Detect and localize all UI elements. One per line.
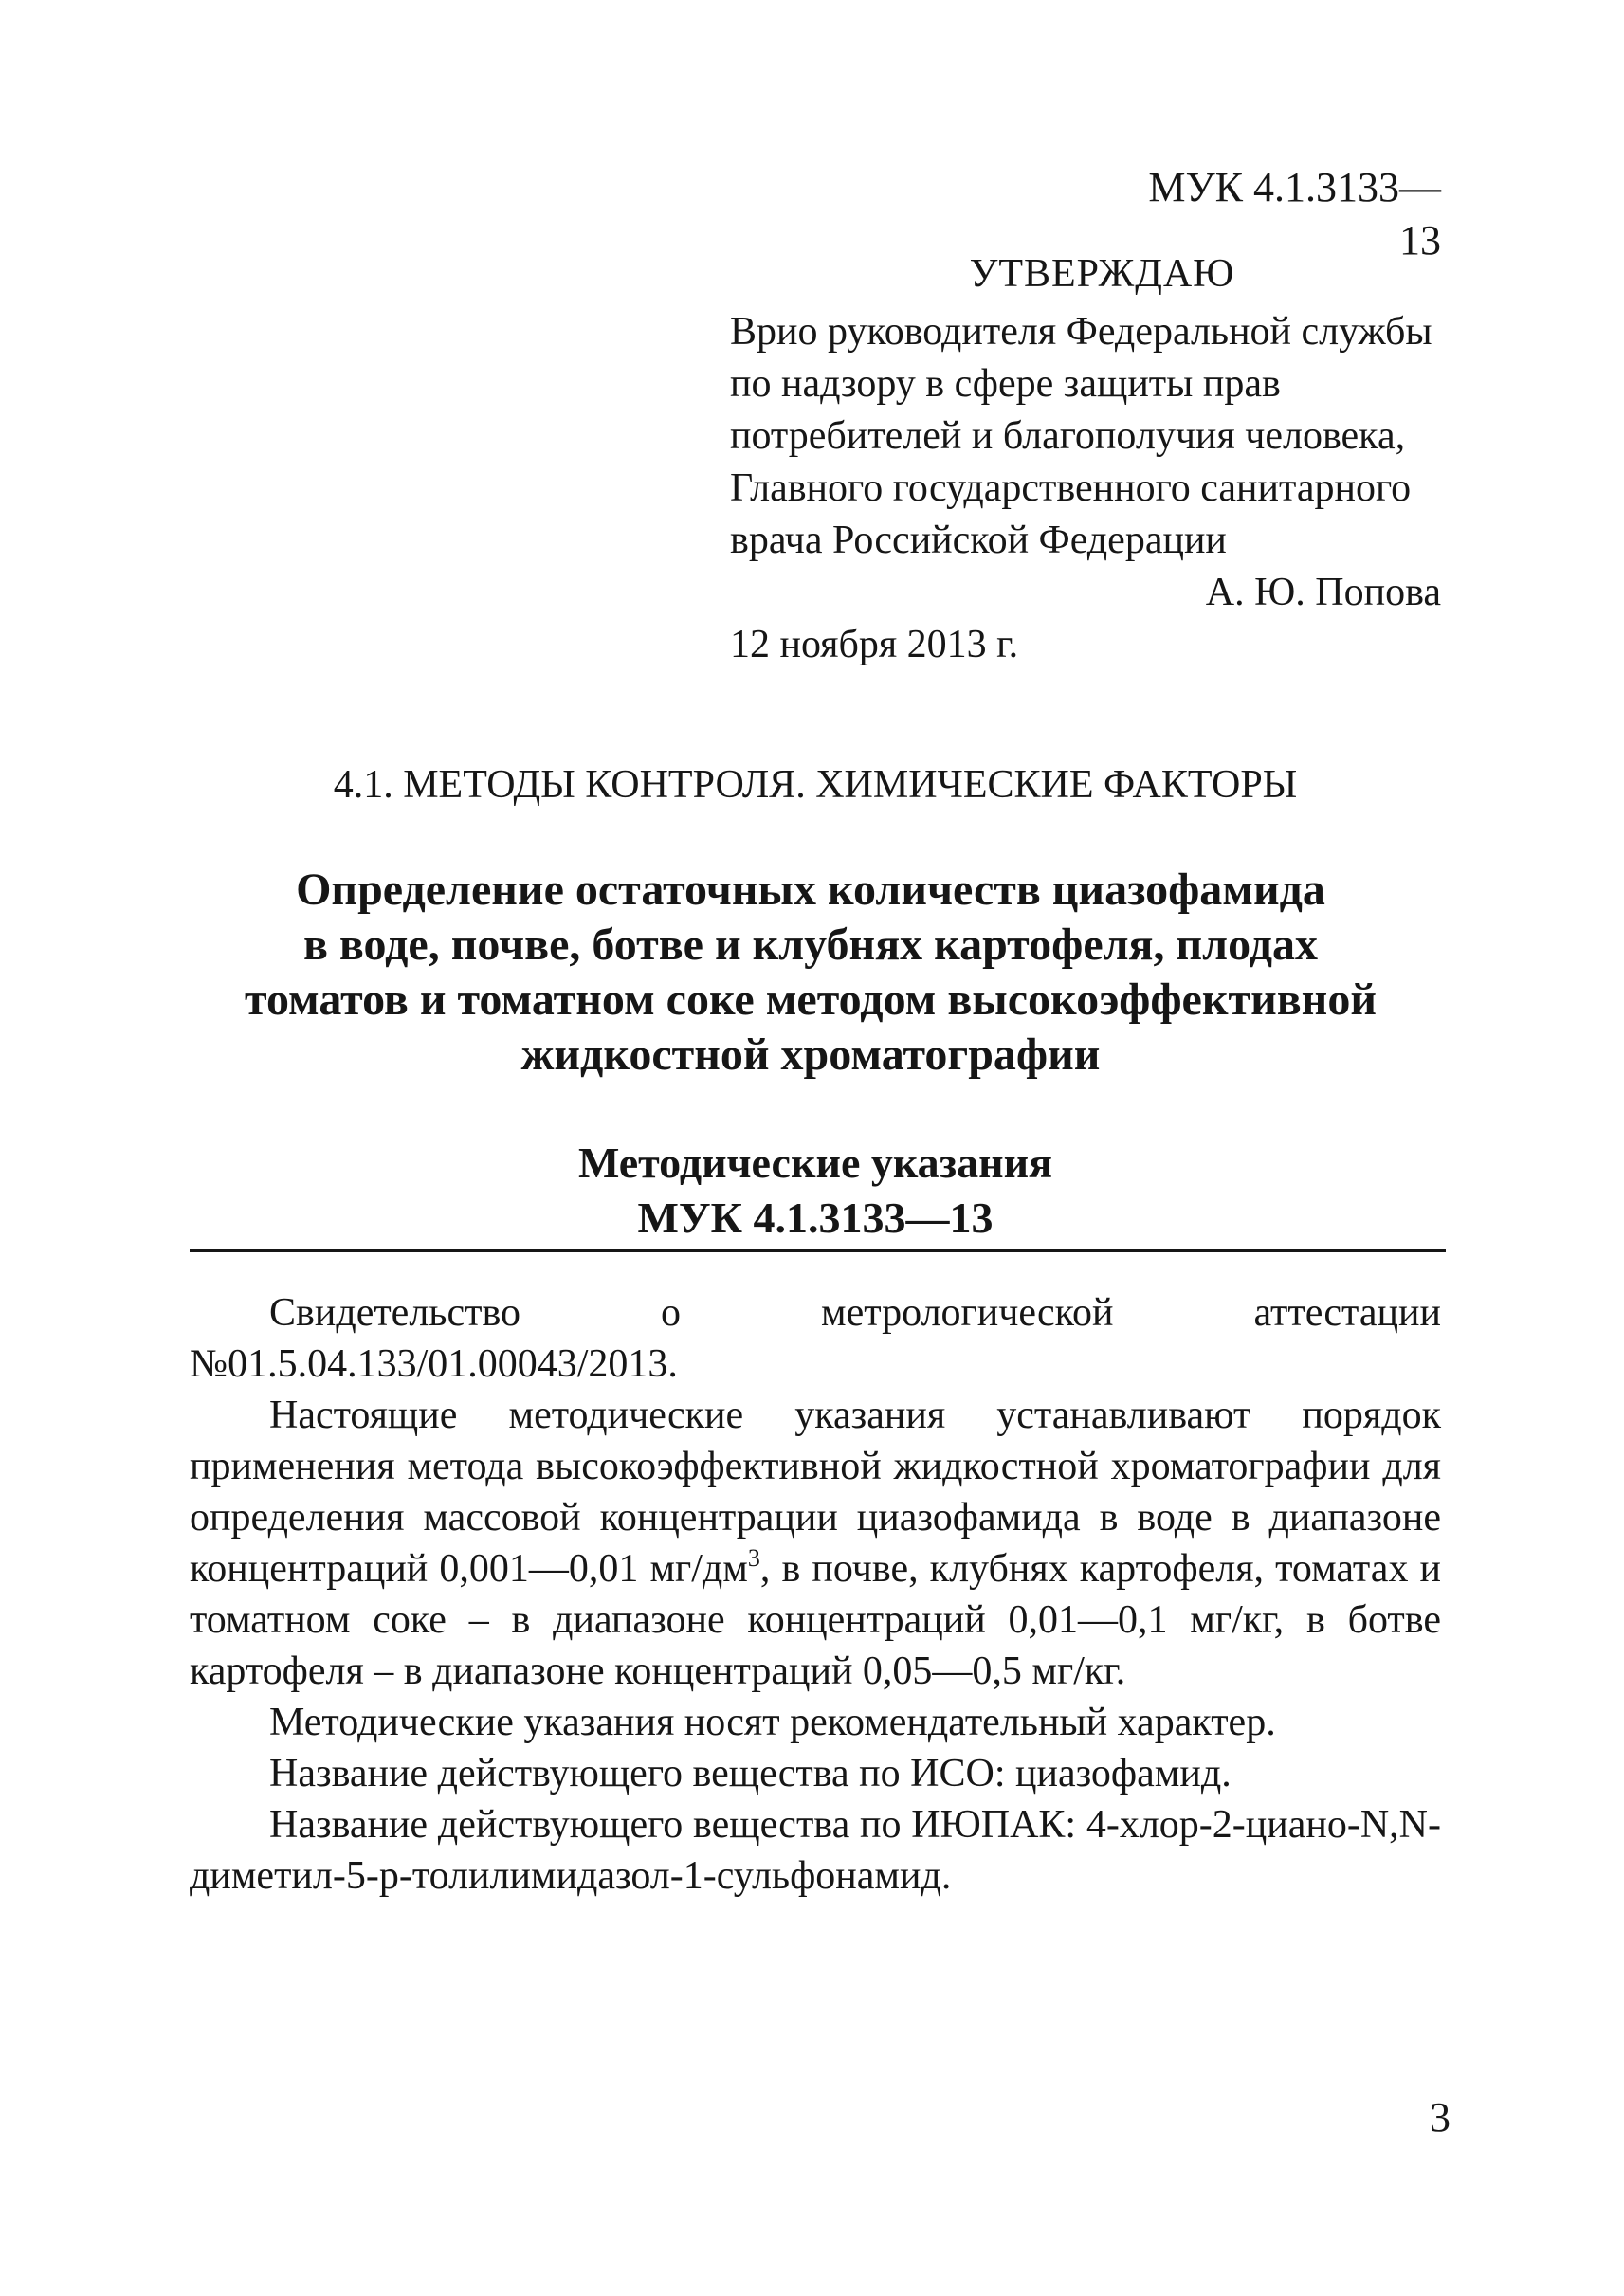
title-line: в воде, почве, ботве и клубнях картофеля, плодах <box>302 920 1319 970</box>
approval-line: врача Российской Федерации <box>730 519 1227 562</box>
body-text <box>190 1287 1441 1902</box>
title-line: жидкостной хроматографии <box>520 1030 1101 1080</box>
horizontal-divider <box>190 1249 1446 1252</box>
advisory-paragraph: Методические указания носят рекомендательный характер. <box>269 1701 1276 1744</box>
superscript: 3 <box>747 1544 760 1572</box>
approval-date: 12 ноября 2013 г. <box>730 623 1019 666</box>
approval-signer: А. Ю. Попова <box>1205 571 1441 614</box>
approval-block <box>730 248 1441 671</box>
approval-line: потребителей и благополучия человека, <box>730 414 1406 458</box>
certificate-paragraph: Свидетельство о метрологической аттестации №01.5.04.133/01.00043/2013. <box>190 1291 1441 1386</box>
guidelines-code: МУК 4.1.3133—13 <box>637 1194 994 1242</box>
scope-paragraph <box>190 1390 1441 1697</box>
iso-name-paragraph: Название действующего вещества по ИСО: циазофамид. <box>269 1752 1232 1795</box>
approval-line: Главного государственного санитарного <box>730 466 1412 510</box>
guidelines-label: Методические указания <box>577 1139 1053 1187</box>
document-title <box>171 863 1451 1083</box>
approval-line: Врио руководителя Федеральной службы <box>730 310 1432 354</box>
guidelines-heading <box>190 1136 1441 1246</box>
title-line: Определение остаточных количеств циазофамида <box>296 865 1325 915</box>
section-heading: 4.1. МЕТОДЫ КОНТРОЛЯ. ХИМИЧЕСКИЕ ФАКТОРЫ <box>333 763 1298 807</box>
approval-line: по надзору в сфере защиты прав <box>730 362 1281 406</box>
approval-title: УТВЕРЖДАЮ <box>969 252 1235 296</box>
scope-text-part1: Настоящие методические указания устанавливают порядок применения метода высокоэффективной жидкостной хроматографии для определения массовой концентрации циазофамида в воде в диапазоне концентраций 0,001—0,01 мг/дм <box>190 1394 1441 1591</box>
document-code: МУК 4.1.3133—13 <box>1148 164 1441 264</box>
title-line: томатов и томатном соке методом высокоэффективной <box>245 975 1377 1025</box>
iupac-name-paragraph: Название действующего вещества по ИЮПАК: 4-хлор-2-циано-N,N-диметил-5-р-толилимидазол-1-сульфонамид. <box>190 1803 1441 1898</box>
scope-text-part2: , в почве, клубнях картофеля, томатах и томатном соке – в диапазоне концентраций 0,01—0,1 мг/кг, в ботве картофеля – в диапазоне концентраций 0,05—0,5 мг/кг. <box>190 1547 1441 1693</box>
page-number: 3 <box>1430 2094 1451 2141</box>
